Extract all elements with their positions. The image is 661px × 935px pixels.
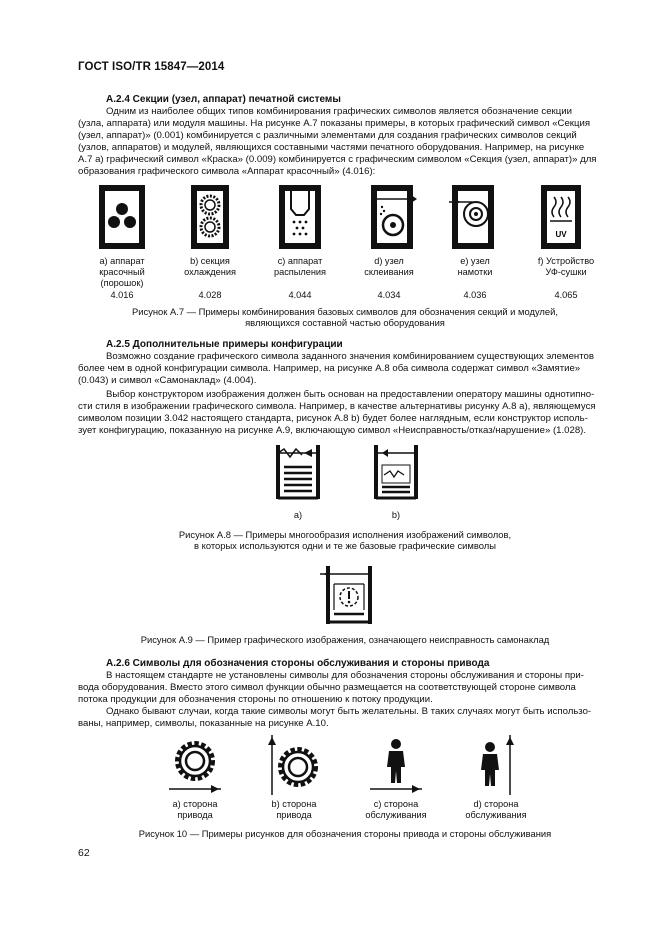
- fig-a10-label-a: a) сторона привода: [172, 799, 218, 820]
- paragraph-a24-line4: А.7 а) графический символ «Краска» (0.009) комбинируется с графическим символом «Секция (узел, аппарат)» для: [78, 154, 597, 165]
- paragraph-a26-line0: В настоящем стандарте не установлены символы для обозначения стороны обслуживания и стороны при-: [106, 670, 584, 681]
- paragraph-a24-line0: Одним из наиболее общих типов комбинирования графических символов является обозначение секции: [106, 106, 572, 117]
- paragraph-a26-line4: ваны, например, символы, показанные на рисунке А.10.: [78, 718, 329, 729]
- fig-a7-label-b: b) секция охлаждения: [184, 256, 236, 277]
- section-heading-a25: А.2.5 Дополнительные примеры конфигурации: [106, 339, 343, 350]
- fig-a7-label-a: a) аппарат красочный (порошок): [99, 256, 145, 288]
- fig-a7-label-e: e) узел намотки: [457, 256, 493, 277]
- jam-feeder-symbol-b: [370, 443, 422, 501]
- fig-a7-caption: Рисунок А.7 — Примеры комбинирования базовых символов для обозначения секций и модулей, являющихся составной частью оборудования: [132, 306, 558, 329]
- operator-side-symbol-c: [368, 737, 424, 795]
- spray-unit-symbol: [279, 185, 321, 249]
- paragraph-a26-line1: вода оборудования. Вместо этого символ функции обычно размещается на соответствующей стороне символа: [78, 682, 576, 693]
- winding-unit-symbol: [449, 185, 495, 249]
- fig-a7-code-a: 4.016: [110, 290, 134, 300]
- document-header: ГОСТ ISO/TR 15847—2014: [78, 61, 225, 73]
- paragraph-a25-line2: (0.043) и символ «Самонаклад» (4.004).: [78, 375, 257, 386]
- paragraph-a25-line4: сти стиля в изображении графического символа. Например, в качестве альтернативы рисунку А.8 а), являющемуся: [78, 401, 596, 412]
- paragraph-a24-line3: (узлов, аппаратов) и модулей, являющихся составными частями печатного оборудования. Например, на рисунке: [78, 142, 585, 153]
- paragraph-a25-line1: более чем в одной конфигурации символа. Например, на рисунке А.8 оба символа содержат символ «Замятие»: [78, 363, 581, 374]
- paragraph-a24-line2: (узел, аппарат)» (0.001) комбинируется с различными элементами для создания графических символов секций: [78, 130, 577, 141]
- section-heading-a26: А.2.6 Символы для обозначения стороны обслуживания и стороны привода: [106, 658, 490, 669]
- feeder-fault-symbol: [320, 564, 380, 626]
- paragraph-a26-line3: Однако бывают случаи, когда такие символы могут быть желательны. В таких случаях могут быть использо-: [106, 706, 592, 717]
- paragraph-a24-line1: (узла, аппарата) или модуля машины. На рисунке А.7 показаны примеры, в которых графический символ «Секция: [78, 118, 591, 129]
- paragraph-a25-line5: символом позиции 3.042 настоящего стандарта, рисунок А.8 b) будет более наглядным, если конструктор исполь-: [78, 413, 588, 424]
- paragraph-a25-line3: Выбор конструктором изображения должен быть основан на предоставлении оператору машины однотипно-: [106, 389, 595, 400]
- fig-a8-label-b: b): [391, 510, 401, 520]
- jam-feeder-symbol-a: [272, 443, 324, 501]
- drive-side-symbol-a: [167, 737, 223, 795]
- paragraph-a25-line6: зует конфигурацию, показанную на рисунке А.9, включающую символ «Неисправность/отказ/нарушение» (1.028).: [78, 425, 587, 436]
- fig-a7-label-c: c) аппарат распыления: [273, 256, 327, 277]
- fig-a10-label-d: d) сторона обслуживания: [465, 799, 527, 820]
- section-heading-a24: А.2.4 Секции (узел, аппарат) печатной системы: [106, 94, 341, 105]
- uv-dryer-symbol: [541, 185, 581, 249]
- fig-a10-label-b: b) сторона привода: [271, 799, 317, 820]
- fig-a10-label-c: c) сторона обслуживания: [365, 799, 427, 820]
- fig-a10-caption: Рисунок 10 — Примеры рисунков для обозначения стороны привода и стороны обслуживания: [138, 828, 552, 839]
- fig-a7-code-b: 4.028: [198, 290, 222, 300]
- paragraph-a25-line0: Возможно создание графического символа заданного значения комбинированием существующих элементов: [106, 351, 594, 362]
- fig-a9-caption: Рисунок А.9 — Пример графического изображения, означающего неисправность самонаклад: [140, 634, 550, 645]
- operator-side-symbol-d: [468, 735, 524, 797]
- uv-label: UV: [555, 230, 567, 239]
- page-number: 62: [78, 847, 90, 859]
- fig-a7-code-d: 4.034: [377, 290, 401, 300]
- paragraph-a24-line5: образования графического символа «Аппарат красочный» (4.016):: [78, 166, 376, 177]
- fig-a7-label-f: f) Устройство УФ-сушки: [537, 256, 595, 277]
- cooling-section-symbol: [191, 185, 229, 249]
- gluing-unit-symbol: [371, 185, 417, 249]
- fig-a7-label-d: d) узел склеивания: [364, 256, 414, 277]
- fig-a8-label-a: a): [293, 510, 303, 520]
- drive-side-symbol-b: [266, 735, 322, 797]
- fig-a8-caption: Рисунок А.8 — Примеры многообразия исполнения изображений символов, в которых используются одни и те же базовые графические символы: [178, 529, 512, 552]
- fig-a7-code-e: 4.036: [463, 290, 487, 300]
- ink-unit-symbol: [99, 185, 145, 249]
- fig-a7-code-c: 4.044: [288, 290, 312, 300]
- paragraph-a26-line2: потока продукции для обозначения стороны по отношению к потоку продукции.: [78, 694, 433, 705]
- fig-a7-code-f: 4.065: [554, 290, 578, 300]
